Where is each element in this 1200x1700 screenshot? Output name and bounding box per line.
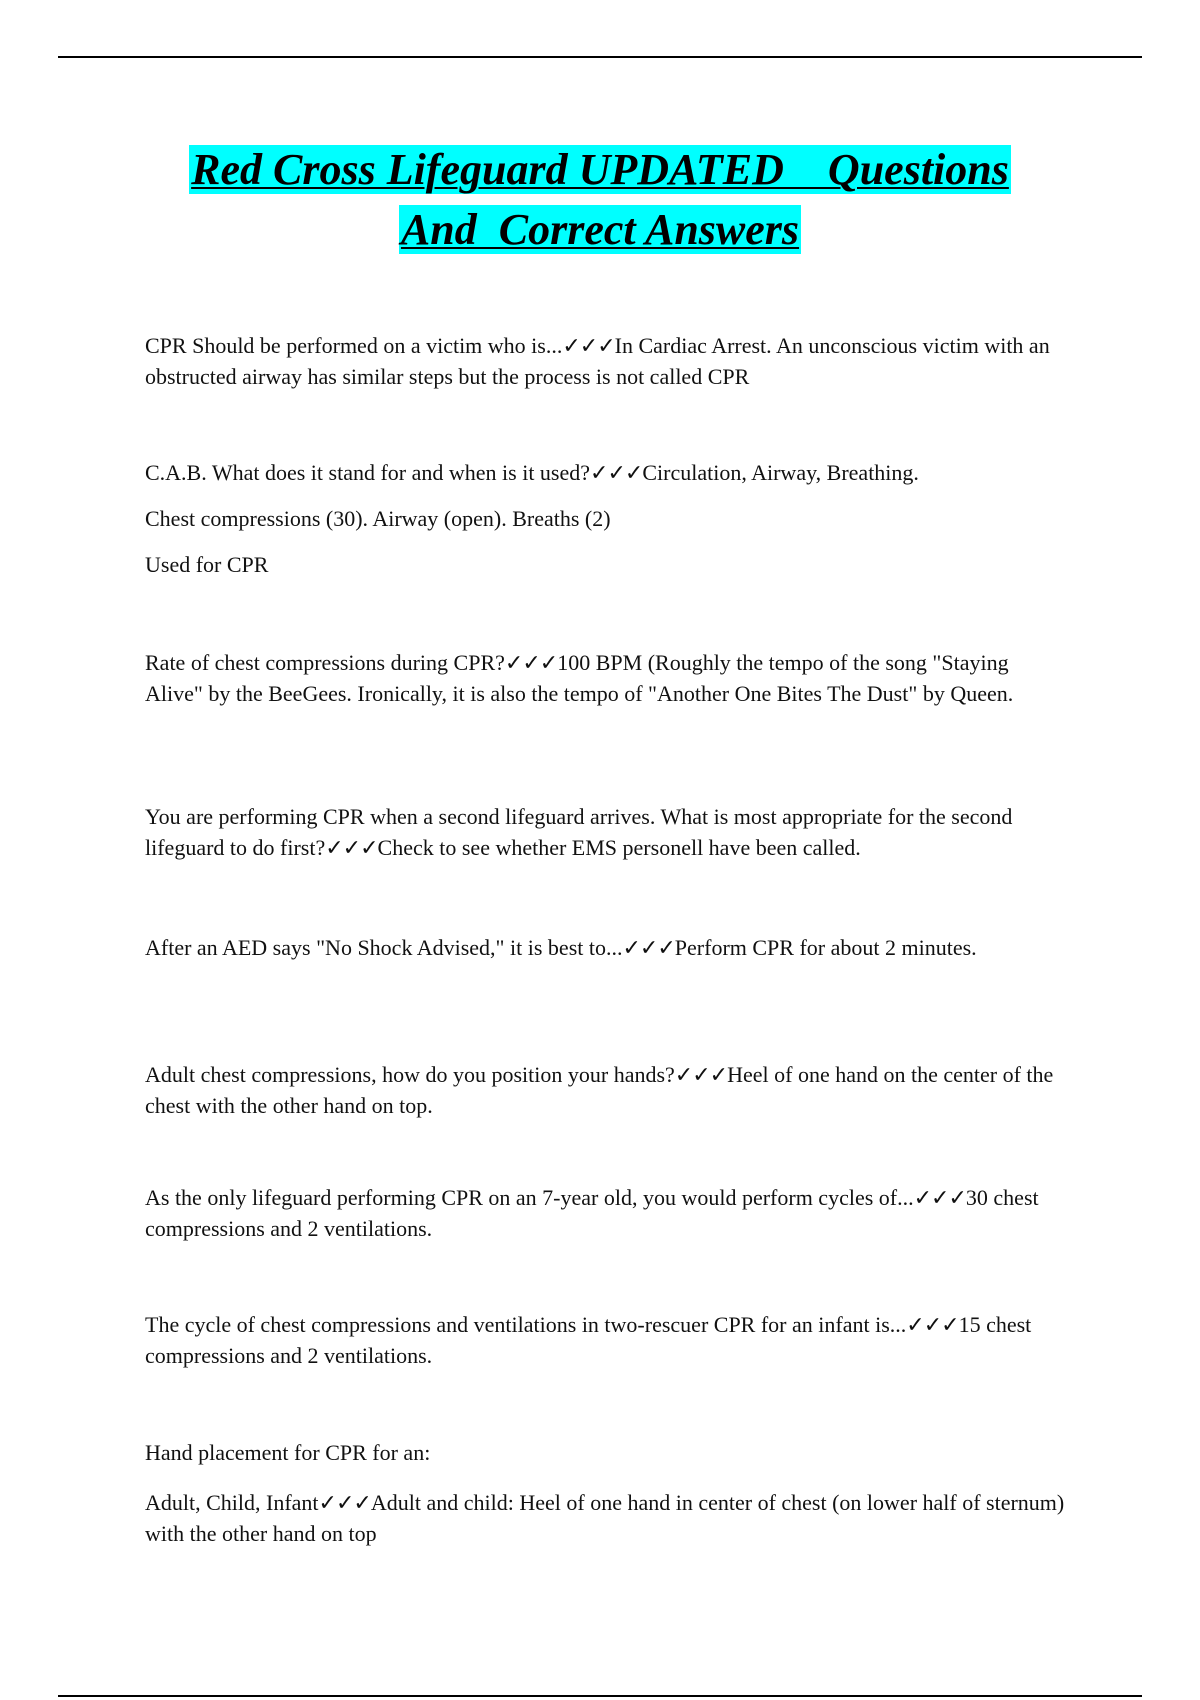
qa-item-2-usage: Used for CPR (145, 552, 269, 577)
qa-item-9-intro: Hand placement for CPR for an: (145, 1440, 431, 1465)
bottom-rule (58, 1695, 1142, 1697)
question-text: You are performing CPR when a second lifeguard arrives. What is most appropriate for the second lifeguard to do first? (145, 804, 1013, 860)
checkmark-icon: ✓✓✓ (562, 333, 615, 358)
answer-text: 100 BPM (Roughly the tempo of the song "Staying Alive" by the BeeGees. Ironically, it is also the tempo of "Another One Bites The Dust" by Queen. (145, 650, 1014, 706)
qa-item-6 (145, 1059, 1065, 1121)
answer-text: Check to see whether EMS personell have been called. (377, 835, 861, 860)
qa-item-2 (145, 457, 1065, 488)
question-text: Rate of chest compressions during CPR? (145, 650, 505, 675)
qa-item-7 (145, 1182, 1065, 1244)
top-rule (58, 56, 1142, 58)
checkmark-icon: ✓✓✓ (504, 650, 558, 675)
checkmark-icon: ✓✓✓ (674, 1062, 728, 1087)
question-text: As the only lifeguard performing CPR on an 7-year old, you would perform cycles of... (145, 1185, 914, 1210)
checkmark-icon: ✓✓✓ (913, 1185, 966, 1210)
title-line-1: Red Cross Lifeguard UPDATED Questions (191, 145, 1009, 194)
answer-text: Heel of one hand on the center of the chest with the other hand on top. (145, 1062, 1054, 1118)
answer-text: In Cardiac Arrest. An unconscious victim with an obstructed airway has similar steps but the process is not called CPR (145, 333, 1050, 389)
question-text: After an AED says "No Shock Advised," it is best to... (145, 935, 623, 960)
qa-item-5 (145, 932, 1065, 963)
answer-text: Adult and child: Heel of one hand in center of chest (on lower half of sternum) with the other hand on top (145, 1490, 1065, 1546)
qa-item-9 (145, 1487, 1065, 1549)
checkmark-icon: ✓✓✓ (590, 460, 643, 485)
checkmark-icon: ✓✓✓ (622, 935, 675, 960)
document-title (100, 140, 1100, 260)
question-text: C.A.B. What does it stand for and when is it used? (145, 460, 591, 485)
question-text: Adult chest compressions, how do you position your hands? (145, 1062, 675, 1087)
qa-item-8 (145, 1309, 1065, 1371)
checkmark-icon: ✓✓✓ (325, 835, 378, 860)
qa-item-3 (145, 647, 1065, 709)
answer-text: Circulation, Airway, Breathing. (642, 460, 919, 485)
checkmark-icon: ✓✓✓ (906, 1312, 959, 1337)
question-text: Adult, Child, Infant (145, 1490, 319, 1515)
checkmark-icon: ✓✓✓ (318, 1490, 371, 1515)
answer-text: 15 chest compressions and 2 ventilations. (145, 1312, 1032, 1368)
question-text: The cycle of chest compressions and ventilations in two-rescuer CPR for an infant is... (145, 1312, 907, 1337)
title-line-2: And Correct Answers (400, 205, 800, 254)
answer-text: 30 chest compressions and 2 ventilations. (145, 1185, 1039, 1241)
qa-item-4 (145, 801, 1065, 863)
question-text: CPR Should be performed on a victim who is... (145, 333, 563, 358)
qa-item-2-detail: Chest compressions (30). Airway (open). Breaths (2) (145, 506, 611, 531)
qa-item-1 (145, 330, 1065, 392)
answer-text: Perform CPR for about 2 minutes. (674, 935, 977, 960)
